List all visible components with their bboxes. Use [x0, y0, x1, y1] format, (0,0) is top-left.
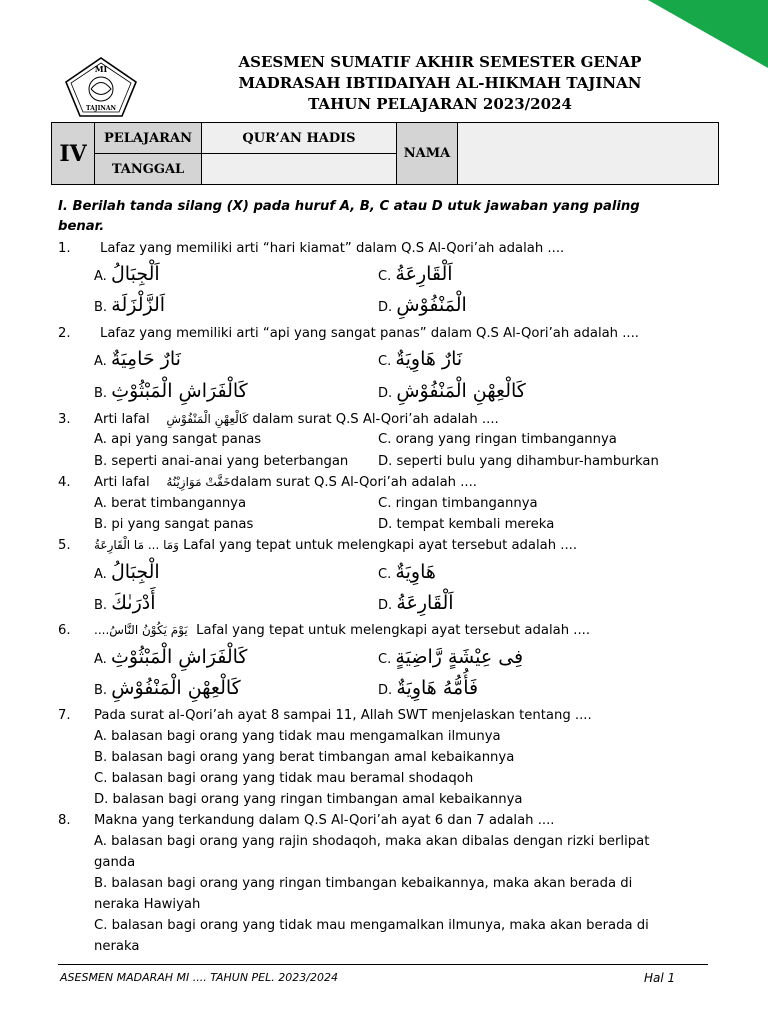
option-label: A.	[94, 269, 107, 284]
option-c[interactable]	[378, 348, 462, 370]
nama-field[interactable]	[458, 123, 719, 185]
option-a-continued: ganda	[94, 855, 136, 870]
option-d[interactable]	[378, 592, 454, 614]
option-arabic: كَالْفَرَاشِ الْمَبْثُوْثِ	[111, 380, 248, 402]
question-text-post: Lafal yang tepat untuk melengkapi ayat tersebut adalah ....	[183, 538, 578, 553]
option-label: C.	[378, 269, 392, 284]
option-label: A.	[94, 652, 107, 667]
option-label: C.	[378, 652, 392, 667]
question-text-post: dalam surat Q.S Al-Qori’ah adalah ....	[252, 412, 499, 427]
instruction-line-1: I. Berilah tanda silang (X) pada huruf A, B, C atau D utuk jawaban yang paling	[58, 199, 640, 214]
logo-text-bottom: TAJINAN	[85, 105, 117, 112]
option-b[interactable]	[94, 677, 241, 699]
nama-label: NAMA	[397, 123, 458, 185]
option-d[interactable]	[378, 380, 526, 402]
question-text-pre: Arti lafal	[94, 412, 150, 427]
instruction-line-2: benar.	[58, 219, 105, 234]
option-label: B.	[94, 300, 108, 315]
option-arabic: الْمَنْفُوْشِ	[396, 294, 467, 316]
option-a[interactable]	[94, 348, 181, 370]
school-logo	[64, 56, 138, 118]
option-arabic: اَلْقَارِعَةُ	[395, 263, 453, 285]
option-c[interactable]: C. balasan bagi orang yang tidak mau beramal shodaqoh	[94, 771, 474, 786]
question-number: 2.	[58, 326, 71, 341]
question-text: Makna yang terkandung dalam Q.S Al-Qori’ah ayat 6 dan 7 adalah ....	[94, 813, 555, 828]
option-label: D.	[378, 386, 393, 401]
question-arabic: كَالْعِهْنِ الْمَنْفُوْشِ	[166, 412, 249, 426]
option-arabic: أَدْرَىٰكَ	[111, 592, 156, 614]
grade-cell: IV	[52, 123, 95, 185]
option-a[interactable]: A. berat timbangannya	[94, 496, 247, 511]
option-label: B.	[94, 598, 108, 613]
option-a[interactable]: A. balasan bagi orang yang tidak mau mengamalkan ilmunya	[94, 729, 501, 744]
question-number: 1.	[58, 241, 71, 256]
option-c[interactable]	[378, 263, 453, 285]
question-text	[94, 538, 577, 553]
option-a[interactable]: A. balasan bagi orang yang rajin shodaqoh, maka akan dibalas dengan rizki berlipat	[94, 834, 650, 849]
option-label: D.	[378, 300, 393, 315]
option-d[interactable]: D. tempat kembali mereka	[378, 517, 555, 532]
option-arabic: نَارٌ حَامِيَةٌ	[111, 348, 181, 370]
option-arabic: كَالْفَرَاشِ الْمَبْثُوْثِ	[111, 646, 248, 668]
header-line-2: MADRASAH IBTIDAIYAH AL-HIKMAH TAJINAN	[238, 74, 642, 92]
option-a[interactable]	[94, 646, 247, 668]
header-line-3: TAHUN PELAJARAN 2023/2024	[308, 95, 572, 113]
option-a[interactable]	[94, 263, 160, 285]
option-arabic: نَارٌ هَاوِيَةٌ	[395, 348, 463, 370]
student-info-table	[51, 122, 719, 185]
question-text: Pada surat al-Qori’ah ayat 8 sampai 11, Allah SWT menjelaskan tentang ....	[94, 708, 592, 723]
option-d[interactable]	[378, 677, 478, 699]
option-arabic: كَالْعِهْنِ الْمَنْفُوْشِ	[396, 380, 526, 402]
question-number: 7.	[58, 708, 71, 723]
question-text: Lafaz yang memiliki arti “hari kiamat” dalam Q.S Al-Qori’ah adalah ....	[100, 241, 565, 256]
option-c[interactable]: C. orang yang ringan timbangannya	[378, 432, 617, 447]
option-arabic: اَلْجِبَالُ	[111, 263, 160, 285]
question-arabic: خَفَّتْ مَوَازِيْنُهُ	[166, 475, 231, 489]
option-c[interactable]	[378, 646, 523, 668]
option-arabic: الْجِبَالُ	[111, 561, 160, 583]
pelajaran-label: PELAJARAN	[95, 123, 202, 154]
question-number: 6.	[58, 623, 71, 638]
option-c-continued: neraka	[94, 939, 140, 954]
question-arabic: يَوْمَ يَكُوْنُ النَّاسُ....	[94, 623, 188, 637]
option-b[interactable]: B. pi yang sangat panas	[94, 517, 254, 532]
question-number: 3.	[58, 412, 71, 427]
option-arabic: اَلْقَارِعَةُ	[396, 592, 454, 614]
tanggal-field[interactable]	[202, 154, 397, 185]
footer-left: ASESMEN MADARAH MI .... TAHUN PEL. 2023/2024	[60, 971, 338, 984]
page-number: Hal 1	[644, 971, 676, 985]
question-number: 4.	[58, 475, 71, 490]
option-c[interactable]: C. ringan timbangannya	[378, 496, 538, 511]
footer-divider	[58, 964, 708, 965]
option-arabic: فِى عِيْشَةٍ رَّاضِيَةٍ	[395, 646, 524, 668]
logo-text-top: MI	[94, 64, 108, 74]
option-label: A.	[94, 567, 107, 582]
option-b-continued: neraka Hawiyah	[94, 897, 201, 912]
tanggal-label: TANGGAL	[95, 154, 202, 185]
option-b[interactable]: B. balasan bagi orang yang ringan timbangan kebaikannya, maka akan berada di	[94, 876, 633, 891]
option-arabic: كَالْعِهْنِ الْمَنْفُوْشِ	[111, 677, 241, 699]
option-b[interactable]	[94, 592, 155, 614]
option-label: B.	[94, 683, 108, 698]
question-number: 8.	[58, 813, 71, 828]
option-a[interactable]	[94, 561, 160, 583]
option-arabic: اَلزَّلْزَلَة	[111, 294, 166, 316]
question-text	[94, 412, 499, 427]
option-label: C.	[378, 567, 392, 582]
question-text-post: Lafal yang tepat untuk melengkapi ayat tersebut adalah ....	[196, 623, 591, 638]
header-line-1: ASESMEN SUMATIF AKHIR SEMESTER GENAP	[238, 53, 642, 71]
option-arabic: فَأُمُّهُ هَاوِيَةٌ	[396, 677, 479, 699]
question-number: 5.	[58, 538, 71, 553]
question-text-pre: Arti lafal	[94, 475, 150, 490]
option-b[interactable]: B. seperti anai-anai yang beterbangan	[94, 454, 349, 469]
option-arabic: هَاوِيَةٌ	[395, 561, 436, 583]
option-label: A.	[94, 354, 107, 369]
option-a[interactable]: A. api yang sangat panas	[94, 432, 262, 447]
option-label: D.	[378, 683, 393, 698]
option-d[interactable]: D. balasan bagi orang yang ringan timbangan amal kebaikannya	[94, 792, 523, 807]
option-c[interactable]: C. balasan bagi orang yang tidak mau mengamalkan ilmunya, maka akan berada di	[94, 918, 649, 933]
question-arabic: وَمَا ... مَا الْقَارِعَةُ	[94, 538, 179, 552]
option-label: B.	[94, 386, 108, 401]
option-label: C.	[378, 354, 392, 369]
option-label: D.	[378, 598, 393, 613]
question-text-post: dalam surat Q.S Al-Qori’ah adalah ....	[230, 475, 477, 490]
option-b[interactable]	[94, 294, 165, 316]
question-text: Lafaz yang memiliki arti “api yang sangat panas” dalam Q.S Al-Qori’ah adalah ....	[100, 326, 640, 341]
pelajaran-value: QUR’AN HADIS	[202, 123, 397, 154]
option-d[interactable]	[378, 294, 467, 316]
question-text	[94, 623, 590, 638]
option-c[interactable]	[378, 561, 436, 583]
question-text	[94, 475, 477, 490]
option-d[interactable]: D. seperti bulu yang dihambur-hamburkan	[378, 454, 659, 469]
option-b[interactable]	[94, 380, 248, 402]
option-b[interactable]: B. balasan bagi orang yang berat timbangan amal kebaikannya	[94, 750, 515, 765]
